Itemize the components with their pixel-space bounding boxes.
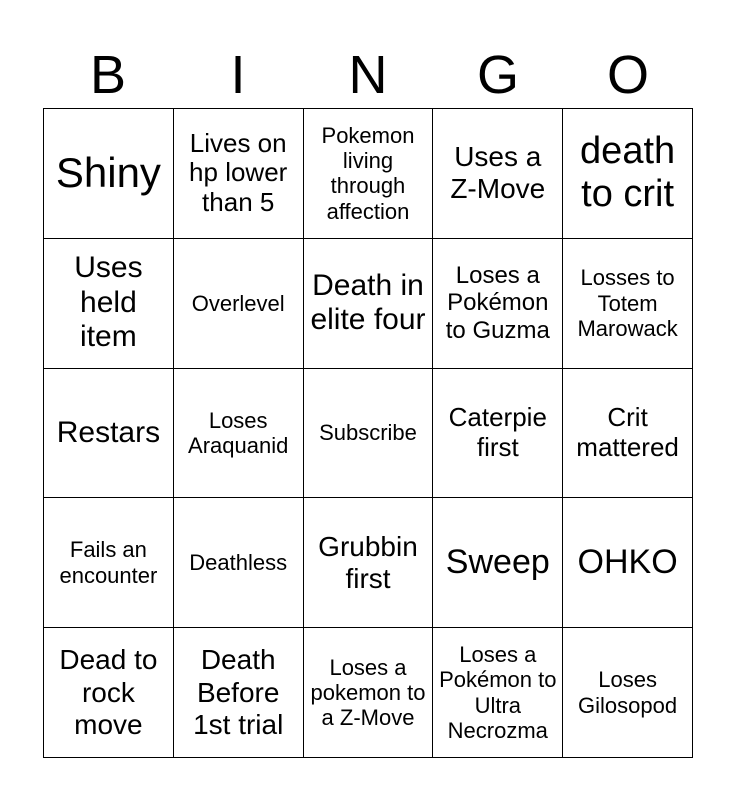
bingo-cell[interactable]: Uses held item bbox=[44, 239, 174, 369]
header-letter-n: N bbox=[348, 45, 388, 105]
bingo-cell[interactable]: Lives on hp lower than 5 bbox=[174, 109, 304, 239]
bingo-cell[interactable]: Loses a Pokémon to Guzma bbox=[433, 239, 563, 369]
bingo-cell[interactable]: Uses a Z-Move bbox=[433, 109, 563, 239]
bingo-cell[interactable]: Loses a Pokémon to Ultra Necrozma bbox=[433, 628, 563, 758]
bingo-cell[interactable]: Sweep bbox=[433, 498, 563, 628]
header-letter-b: B bbox=[89, 45, 127, 105]
bingo-card-grid bbox=[43, 108, 693, 758]
bingo-cell[interactable]: Crit mattered bbox=[563, 369, 693, 499]
header-letter-i: I bbox=[230, 45, 246, 105]
bingo-cell[interactable]: Restars bbox=[44, 369, 174, 499]
bingo-cell[interactable]: Overlevel bbox=[174, 239, 304, 369]
bingo-cell[interactable]: Loses Gilosopod bbox=[563, 628, 693, 758]
header-letter-o: O bbox=[606, 45, 649, 105]
bingo-cell[interactable]: Grubbin first bbox=[304, 498, 434, 628]
bingo-cell[interactable]: Caterpie first bbox=[433, 369, 563, 499]
bingo-cell[interactable]: Subscribe bbox=[304, 369, 434, 499]
bingo-cell[interactable]: Shiny bbox=[44, 109, 174, 239]
bingo-cell[interactable]: Losses to Totem Marowack bbox=[563, 239, 693, 369]
bingo-cell[interactable]: Loses a pokemon to a Z-Move bbox=[304, 628, 434, 758]
header-letter-g: G bbox=[476, 45, 519, 105]
bingo-cell[interactable]: Deathless bbox=[174, 498, 304, 628]
bingo-cell[interactable]: death to crit bbox=[563, 109, 693, 239]
bingo-cell[interactable]: Pokemon living through affection bbox=[304, 109, 434, 239]
bingo-cell[interactable]: Death Before 1st trial bbox=[174, 628, 304, 758]
bingo-cell[interactable]: OHKO bbox=[563, 498, 693, 628]
bingo-cell[interactable]: Fails an encounter bbox=[44, 498, 174, 628]
bingo-cell[interactable]: Loses Araquanid bbox=[174, 369, 304, 499]
bingo-cell[interactable]: Dead to rock move bbox=[44, 628, 174, 758]
bingo-header bbox=[43, 42, 693, 108]
bingo-cell[interactable]: Death in elite four bbox=[304, 239, 434, 369]
